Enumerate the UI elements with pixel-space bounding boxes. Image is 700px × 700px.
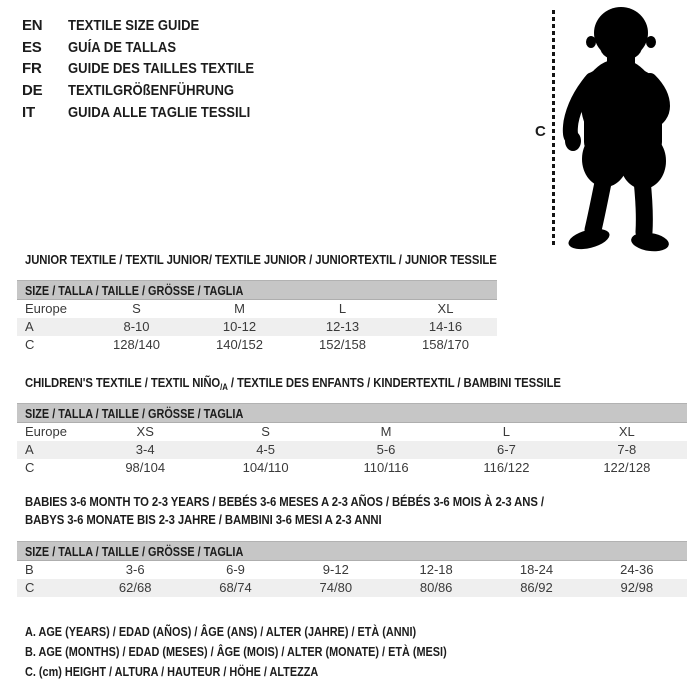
section-title-line2: BABYS 3-6 MONATE BIS 2-3 JAHRE / BAMBINI 3-6 MESI A 2-3 ANNI xyxy=(25,512,382,527)
table-cell: 98/104 xyxy=(125,460,166,475)
table-cell: 92/98 xyxy=(620,580,654,595)
row-label: A xyxy=(25,319,34,334)
table-row xyxy=(17,561,687,579)
language-label: GUÍA DE TALLAS xyxy=(68,38,177,56)
row-label: C xyxy=(25,460,35,475)
note-line: B. AGE (MONTHS) / EDAD (MESES) / ÂGE (MOIS) / ALTER (MONATE) / ETÀ (MESI) xyxy=(25,645,447,659)
size-header-label: SIZE / TALLA / TAILLE / GRÖSSE / TAGLIA xyxy=(25,284,244,298)
table-row xyxy=(17,300,497,318)
size-header-label: SIZE / TALLA / TAILLE / GRÖSSE / TAGLIA xyxy=(25,407,244,421)
table-cell: 6-7 xyxy=(497,442,516,457)
table-cell: 86/92 xyxy=(520,580,553,595)
language-label: TEXTILE SIZE GUIDE xyxy=(68,17,200,35)
table-cell: S xyxy=(132,301,141,316)
table-cell: S xyxy=(261,424,270,439)
table-cell: 62/68 xyxy=(118,580,152,595)
table-row xyxy=(17,336,497,354)
table-cell: 152/158 xyxy=(319,337,366,352)
size-table-children xyxy=(17,403,687,477)
table-cell: 5-6 xyxy=(376,442,396,457)
language-label: GUIDE DES TAILLES TEXTILE xyxy=(68,60,255,78)
size-table-junior xyxy=(17,280,497,354)
table-cell: 6-9 xyxy=(226,562,245,577)
size-header-bar xyxy=(17,541,687,561)
language-label: GUIDA ALLE TAGLIE TESSILI xyxy=(68,103,251,121)
row-label: A xyxy=(25,442,34,457)
table-cell: XS xyxy=(136,424,154,439)
table-cell: L xyxy=(502,424,511,439)
table-cell: 74/80 xyxy=(319,580,353,595)
table-cell: 9-12 xyxy=(322,562,349,577)
table-cell: 3-6 xyxy=(125,562,145,577)
table-cell: L xyxy=(338,301,347,316)
row-label: Europe xyxy=(25,301,67,316)
size-header-label: SIZE / TALLA / TAILLE / GRÖSSE / TAGLIA xyxy=(25,545,244,559)
table-cell: 116/122 xyxy=(483,460,530,475)
table-row xyxy=(17,318,497,336)
size-table-babies xyxy=(17,541,687,597)
language-code: FR xyxy=(22,60,42,78)
table-cell: 14-16 xyxy=(428,319,463,334)
table-row xyxy=(17,441,687,459)
section-title-subscript: /A xyxy=(220,382,228,392)
table-cell: 80/86 xyxy=(419,580,453,595)
language-row xyxy=(22,80,282,102)
toddler-silhouette xyxy=(558,2,698,252)
language-row xyxy=(22,15,282,37)
section-title: JUNIOR TEXTILE / TEXTIL JUNIOR/ TEXTILE JUNIOR / JUNIORTEXTIL / JUNIOR TESSILE xyxy=(25,252,497,267)
table-row xyxy=(17,423,687,441)
table-cell: 24-36 xyxy=(620,562,654,577)
table-cell: 12-18 xyxy=(419,562,453,577)
section-title xyxy=(25,375,561,395)
language-list xyxy=(22,15,282,123)
height-dashed-line xyxy=(552,10,555,246)
language-row xyxy=(22,101,282,123)
language-row xyxy=(22,37,282,59)
table-cell: 158/170 xyxy=(422,337,469,352)
section-title-text: CHILDREN'S TEXTILE / TEXTIL NIÑO xyxy=(25,375,221,390)
language-code: IT xyxy=(22,103,35,121)
table-cell: 104/110 xyxy=(242,460,289,475)
table-cell: 128/140 xyxy=(113,337,160,352)
table-cell: M xyxy=(234,301,245,316)
table-cell: 140/152 xyxy=(216,337,263,352)
table-row xyxy=(17,579,687,597)
table-cell: XL xyxy=(618,424,635,439)
note-line: C. (cm) HEIGHT / ALTURA / HAUTEUR / HÖHE / ALTEZZA xyxy=(25,665,319,679)
language-row xyxy=(22,58,282,80)
language-code: DE xyxy=(22,82,43,100)
section-title-text: / TEXTILE DES ENFANTS / KINDERTEXTIL / BAMBINI TESSILE xyxy=(227,375,561,390)
table-cell: 4-5 xyxy=(256,442,275,457)
row-label: Europe xyxy=(25,424,67,439)
section-title: BABIES 3-6 MONTH TO 2-3 YEARS / BEBÉS 3-6 MESES A 2-3 AÑOS / BÉBÉS 3-6 MOIS À 2-3 ANS / xyxy=(25,494,544,509)
note-line: A. AGE (YEARS) / EDAD (AÑOS) / ÂGE (ANS) / ALTER (JAHRE) / ETÀ (ANNI) xyxy=(25,625,417,639)
table-cell: 68/74 xyxy=(219,580,252,595)
row-label: B xyxy=(25,562,34,577)
language-label: TEXTILGRÖßENFÜHRUNG xyxy=(68,82,235,100)
language-code: EN xyxy=(22,17,43,35)
table-cell: 122/128 xyxy=(603,460,651,475)
table-cell: 10-12 xyxy=(222,319,257,334)
row-label: C xyxy=(25,337,35,352)
table-row xyxy=(17,459,687,477)
notes-list xyxy=(25,622,700,682)
table-cell: 3-4 xyxy=(135,442,155,457)
table-cell: 18-24 xyxy=(519,562,554,577)
height-marker-label: C xyxy=(535,123,546,140)
size-header-bar xyxy=(17,280,497,300)
table-cell: 7-8 xyxy=(617,442,637,457)
language-code: ES xyxy=(22,38,42,56)
size-header-bar xyxy=(17,403,687,423)
table-cell: M xyxy=(380,424,392,439)
table-cell: 12-13 xyxy=(325,319,360,334)
table-cell: XL xyxy=(437,301,454,316)
table-cell: 8-10 xyxy=(123,319,150,334)
row-label: C xyxy=(25,580,35,595)
table-cell: 110/116 xyxy=(363,460,409,475)
